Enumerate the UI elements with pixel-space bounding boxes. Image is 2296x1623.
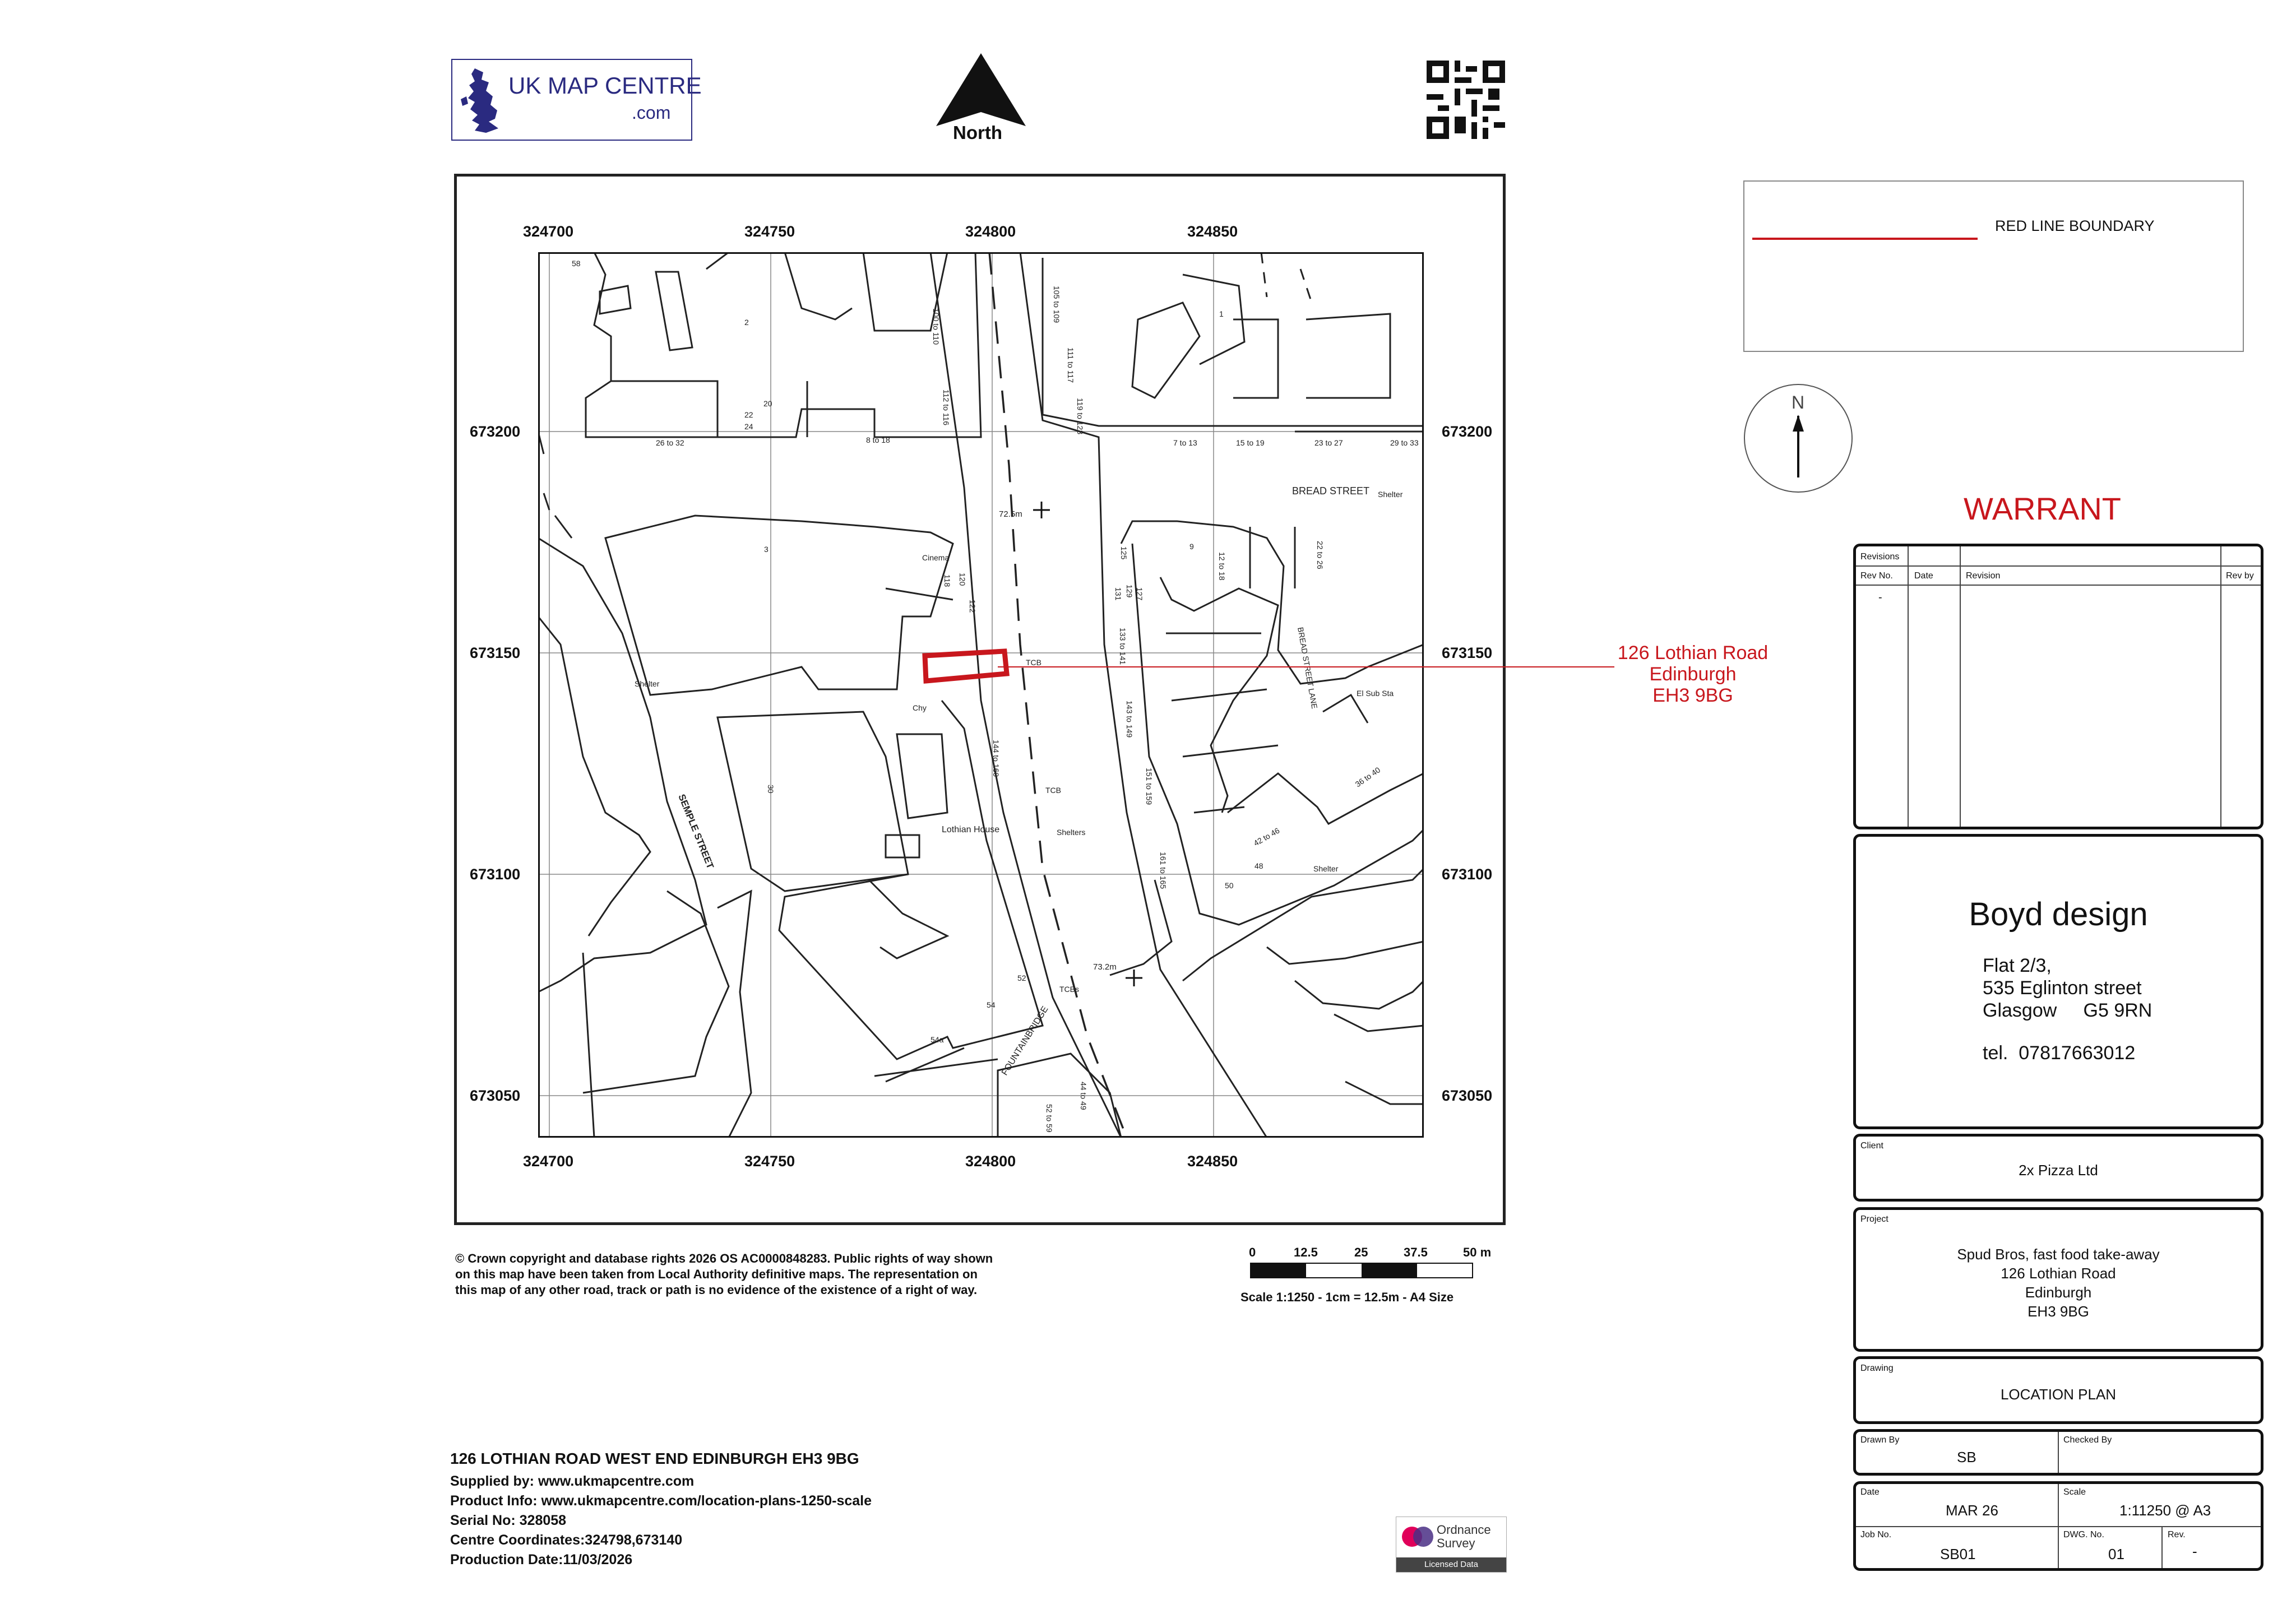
svg-text:2: 2 (744, 318, 749, 327)
label-benchmark-73-2: 73.2m (1093, 962, 1117, 972)
easting-top-2: 324750 (744, 223, 795, 240)
job-value: SB01 (1940, 1546, 1976, 1562)
svg-text:24: 24 (744, 422, 753, 431)
label-bread-street: BREAD STREET (1292, 485, 1370, 497)
svg-text:1: 1 (1219, 309, 1224, 318)
compass-n-label: N (1792, 392, 1805, 412)
scale-bar (1250, 1263, 1474, 1279)
svg-text:144 to 160: 144 to 160 (992, 740, 1001, 777)
scale-caption: Scale 1:1250 - 1cm = 12.5m - A4 Size (1240, 1290, 1454, 1304)
svg-text:15 to 19: 15 to 19 (1236, 438, 1265, 447)
svg-text:Shelter: Shelter (1378, 490, 1403, 499)
lothian-road-centre-line (989, 252, 1127, 1138)
dwg-label: DWG. No. (2063, 1530, 2104, 1539)
northing-left-1: 673200 (470, 423, 521, 440)
designer-addr3: Glasgow G5 9RN (1983, 1000, 2152, 1021)
designer-address (1983, 954, 2152, 1064)
map-info-centre: Centre Coordinates:324798,673140 (450, 1532, 683, 1548)
scale-value: 1:11250 @ A3 (2119, 1502, 2211, 1519)
rev-col-revby: Rev by (2226, 571, 2254, 581)
northing-right-2: 673150 (1442, 644, 1493, 661)
ordnance-survey-badge (1396, 1517, 1507, 1573)
drawn-value: SB (1957, 1449, 1976, 1466)
project-label: Project (1860, 1214, 1888, 1224)
svg-text:54: 54 (987, 1000, 996, 1009)
legend-box (1743, 180, 2244, 352)
svg-text:TCBs: TCBs (1059, 985, 1079, 994)
project-line3: Edinburgh (2025, 1284, 2092, 1301)
svg-text:118: 118 (943, 574, 952, 587)
easting-bottom-1: 324700 (523, 1153, 574, 1170)
site-callout-line1: 126 Lothian Road (1617, 642, 1769, 664)
designer-addr2: 535 Eglinton street (1983, 977, 2142, 999)
project-line1: Spud Bros, fast food take-away (1957, 1246, 2160, 1263)
svg-text:143 to 149: 143 to 149 (1125, 701, 1134, 738)
svg-text:131: 131 (1114, 587, 1123, 601)
rev-col-revno: Rev No. (1860, 571, 1893, 581)
svg-text:58: 58 (572, 259, 581, 268)
northing-right-4: 673050 (1442, 1087, 1493, 1104)
job-label: Job No. (1860, 1530, 1892, 1539)
client-label: Client (1860, 1141, 1883, 1151)
svg-text:36 to 40: 36 to 40 (1353, 765, 1382, 789)
label-benchmark-72-5: 72.5m (999, 509, 1022, 519)
legend-label: RED LINE BOUNDARY (1995, 217, 2155, 234)
site-callout (1603, 642, 1783, 706)
logo-line1: UK MAP CENTRE (508, 72, 702, 99)
easting-bottom-2: 324750 (744, 1153, 795, 1170)
svg-text:23 to 27: 23 to 27 (1314, 438, 1343, 447)
label-semple-street: SEMPLE STREET (676, 792, 716, 870)
rev-col-date: Date (1914, 571, 1933, 581)
drawn-label: Drawn By (1860, 1435, 1900, 1445)
svg-text:105 to 109: 105 to 109 (1052, 286, 1061, 323)
drawing-label: Drawing (1860, 1364, 1894, 1373)
svg-text:22 to 26: 22 to 26 (1316, 541, 1325, 569)
svg-text:100 to 110: 100 to 110 (932, 308, 941, 345)
svg-text:TCB: TCB (1026, 658, 1041, 667)
svg-text:Shelters: Shelters (1057, 828, 1086, 837)
label-lothian-house: Lothian House (942, 825, 1000, 834)
svg-text:111 to 117: 111 to 117 (1066, 347, 1075, 383)
logo-line2: .com (632, 103, 671, 123)
north-label: North (953, 122, 1002, 143)
svg-text:112 to 116: 112 to 116 (942, 389, 951, 426)
map-info-production: Production Date:11/03/2026 (450, 1552, 633, 1568)
svg-text:Shelter: Shelter (1313, 864, 1339, 873)
rev-label: Rev. (2168, 1530, 2186, 1539)
label-cinema: Cinema (922, 553, 950, 562)
svg-text:54a: 54a (931, 1035, 944, 1044)
project-line2: 126 Lothian Road (2001, 1265, 2116, 1282)
client-value: 2x Pizza Ltd (2019, 1162, 2098, 1179)
svg-text:48: 48 (1255, 861, 1263, 870)
map-info-serial: Serial No: 328058 (450, 1513, 567, 1528)
svg-text:52 to 59: 52 to 59 (1045, 1104, 1054, 1133)
svg-text:151 to 159: 151 to 159 (1145, 768, 1154, 805)
easting-top-3: 324800 (965, 223, 1016, 240)
rev-col-revision: Revision (1966, 571, 2001, 581)
northing-right-3: 673100 (1442, 866, 1493, 883)
designer-box (1853, 834, 2263, 1129)
svg-text:122: 122 (968, 600, 977, 613)
date-job-box (1853, 1481, 2263, 1571)
client-box (1853, 1134, 2263, 1202)
svg-text:42 to 46: 42 to 46 (1252, 826, 1281, 848)
warrant-heading: WARRANT (1964, 491, 2122, 526)
site-callout-line3: EH3 9BG (1652, 685, 1733, 706)
svg-text:129: 129 (1125, 585, 1134, 598)
os-line1: Ordnance (1437, 1523, 1491, 1537)
drawing-box (1853, 1356, 2263, 1424)
svg-text:127: 127 (1135, 587, 1144, 601)
northing-left-2: 673150 (470, 644, 521, 661)
svg-text:52: 52 (1017, 973, 1026, 982)
designer-addr1: Flat 2/3, (1983, 955, 2052, 976)
svg-text:30: 30 (766, 785, 775, 794)
date-value: MAR 26 (1946, 1502, 1998, 1519)
uk-map-centre-logo (451, 59, 702, 141)
easting-top-1: 324700 (523, 223, 574, 240)
revisions-header: Revisions (1860, 552, 1900, 562)
label-bread-street-lane: BREAD STREET LANE (1296, 626, 1320, 710)
svg-text:125: 125 (1119, 546, 1128, 560)
svg-text:44 to 49: 44 to 49 (1079, 1082, 1088, 1110)
northing-left-4: 673050 (470, 1087, 521, 1104)
svg-text:26 to 32: 26 to 32 (656, 438, 684, 447)
date-label: Date (1860, 1487, 1880, 1497)
svg-text:8 to 18: 8 to 18 (866, 435, 890, 444)
svg-text:50: 50 (1225, 881, 1234, 890)
designer-name: Boyd design (1969, 896, 2148, 933)
site-map[interactable] (538, 252, 1424, 1138)
svg-text:3: 3 (764, 545, 769, 554)
easting-bottom-3: 324800 (965, 1153, 1016, 1170)
map-info-product: Product Info: www.ukmapcentre.com/location-plans-1250-scale (450, 1493, 872, 1509)
os-logo-icon (1401, 1522, 1434, 1552)
site-leader-line (998, 661, 1614, 673)
svg-text:161 to 165: 161 to 165 (1159, 852, 1168, 889)
rev-value: - (2192, 1543, 2197, 1560)
svg-text:133 to 141: 133 to 141 (1118, 628, 1127, 665)
easting-bottom-4: 324850 (1187, 1153, 1238, 1170)
svg-text:7 to 13: 7 to 13 (1173, 438, 1197, 447)
designer-tel: tel. 07817663012 (1983, 1042, 2136, 1064)
svg-text:9: 9 (1189, 542, 1194, 551)
scale-bar-labels: 0 12.5 25 37.5 50 m (1249, 1245, 1492, 1259)
label-fountainbridge: FOUNTAINBRIDGE (999, 1004, 1050, 1078)
project-line4: EH3 9BG (2027, 1303, 2089, 1320)
os-line2: Survey (1437, 1536, 1475, 1550)
copyright-notice: © Crown copyright and database rights 2026 OS AC0000848283. Public rights of way shown on this map have been taken from Local Authority definitive maps. The representation on this map of any other road, track or path is no evidence of the existence of a right of way. (455, 1251, 993, 1297)
red-line-boundary (925, 651, 1007, 681)
svg-text:Shelter: Shelter (635, 679, 660, 688)
easting-top-4: 324850 (1187, 223, 1238, 240)
svg-text:29 to 33: 29 to 33 (1390, 438, 1419, 447)
lothian-road-west-kerb (931, 252, 1121, 1138)
scale-label: Scale (2063, 1487, 2086, 1497)
legend-red-line (1752, 238, 1978, 240)
uk-map-icon (458, 66, 503, 136)
svg-text:TCB: TCB (1045, 786, 1061, 795)
dwg-value: 01 (2108, 1546, 2124, 1562)
svg-text:Chy: Chy (913, 703, 927, 712)
svg-text:120: 120 (958, 573, 967, 586)
svg-text:119 to 123: 119 to 123 (1076, 398, 1085, 435)
map-info-block (450, 1449, 872, 1570)
svg-text:22: 22 (744, 410, 753, 419)
revisions-table (1853, 544, 2263, 829)
os-line3: Licensed Data (1396, 1557, 1506, 1572)
svg-text:20: 20 (763, 399, 772, 408)
svg-text:El Sub Sta: El Sub Sta (1357, 689, 1394, 698)
northing-right-1: 673200 (1442, 423, 1493, 440)
qr-code-icon (1427, 61, 1505, 139)
project-box (1853, 1207, 2263, 1352)
drawn-box (1853, 1429, 2263, 1476)
checked-label: Checked By (2063, 1435, 2112, 1445)
northing-left-3: 673100 (470, 866, 521, 883)
project-lines (1856, 1245, 2261, 1321)
drawing-value: LOCATION PLAN (2000, 1386, 2117, 1403)
svg-text:12 to 18: 12 to 18 (1218, 552, 1226, 581)
rev-row1-revno: - (1878, 591, 1882, 604)
map-info-title: 126 LOTHIAN ROAD WEST END EDINBURGH EH3 9BG (450, 1450, 859, 1467)
site-callout-line2: Edinburgh (1649, 664, 1737, 685)
map-info-supplied: Supplied by: www.ukmapcentre.com (450, 1473, 695, 1489)
